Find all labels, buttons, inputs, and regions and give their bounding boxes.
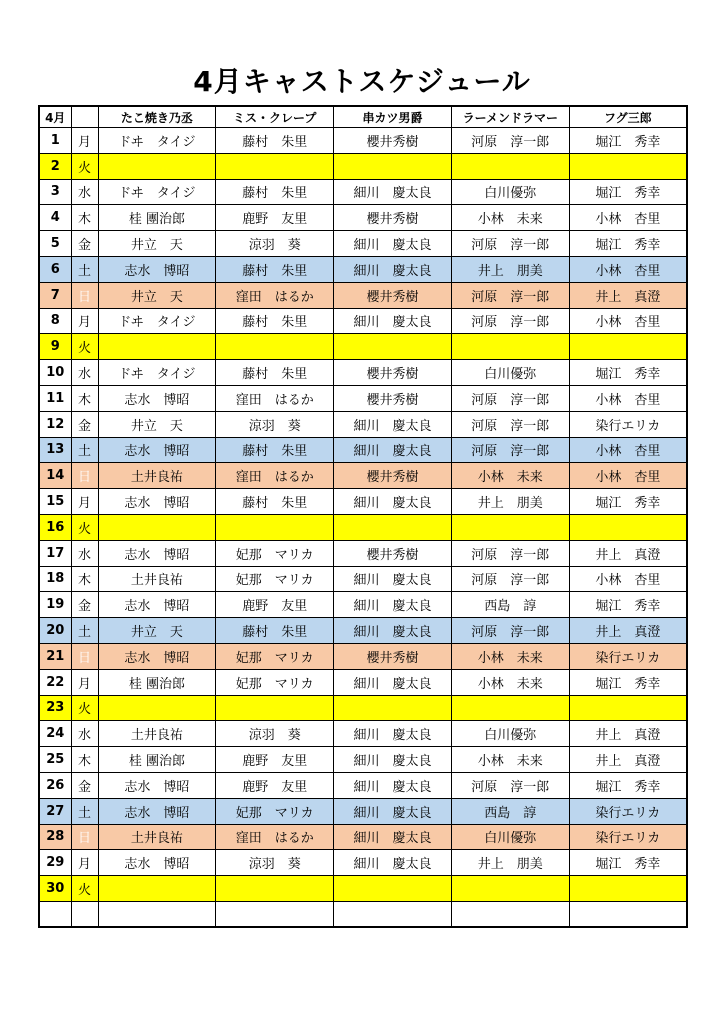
day-cell: 12	[39, 411, 71, 437]
weekday-cell: 水	[71, 360, 98, 386]
cast-cell: 桂 團治郎	[98, 205, 216, 231]
header-cast-4: ラーメンドラマー	[451, 106, 569, 128]
weekday-cell: 月	[71, 489, 98, 515]
table-row	[39, 308, 687, 334]
cast-cell: 小林 未来	[451, 643, 569, 669]
cast-cell: 細川 慶太良	[334, 618, 452, 644]
cast-cell: 小林 未来	[451, 747, 569, 773]
weekday-cell: 日	[71, 824, 98, 850]
table-row	[39, 824, 687, 850]
day-cell: 30	[39, 876, 71, 902]
day-cell: 9	[39, 334, 71, 360]
cast-cell: 藤村 朱里	[216, 179, 334, 205]
table-row	[39, 514, 687, 540]
cast-cell: 土井良祐	[98, 721, 216, 747]
cast-cell: 桂 團治郎	[98, 747, 216, 773]
cast-cell	[334, 334, 452, 360]
cast-cell: 櫻井秀樹	[334, 463, 452, 489]
cast-cell: 井立 天	[98, 411, 216, 437]
table-row	[39, 489, 687, 515]
cast-cell	[451, 153, 569, 179]
cast-cell: 堀江 秀幸	[569, 360, 687, 386]
cast-cell: 堀江 秀幸	[569, 179, 687, 205]
header-row	[39, 106, 687, 128]
day-cell: 27	[39, 798, 71, 824]
table-row	[39, 231, 687, 257]
cast-cell: 志水 博昭	[98, 385, 216, 411]
cast-cell: 堀江 秀幸	[569, 669, 687, 695]
cast-cell: 志水 博昭	[98, 643, 216, 669]
day-cell: 26	[39, 772, 71, 798]
cast-cell: 染行エリカ	[569, 643, 687, 669]
cast-cell: 藤村 朱里	[216, 256, 334, 282]
cast-cell: 櫻井秀樹	[334, 540, 452, 566]
cast-cell: 志水 博昭	[98, 592, 216, 618]
weekday-cell: 月	[71, 850, 98, 876]
weekday-cell: 火	[71, 876, 98, 902]
cast-cell: 鹿野 友里	[216, 592, 334, 618]
cast-cell: 藤村 朱里	[216, 489, 334, 515]
day-cell: 29	[39, 850, 71, 876]
cast-cell: 藤村 朱里	[216, 360, 334, 386]
table-row	[39, 385, 687, 411]
cast-cell: 河原 淳一郎	[451, 128, 569, 154]
weekday-cell: 月	[71, 308, 98, 334]
cast-cell: 細川 慶太良	[334, 231, 452, 257]
cast-cell: 堀江 秀幸	[569, 231, 687, 257]
cast-cell	[216, 876, 334, 902]
weekday-cell: 日	[71, 282, 98, 308]
cast-cell: 妃那 マリカ	[216, 566, 334, 592]
day-cell: 6	[39, 256, 71, 282]
cast-cell: 志水 博昭	[98, 772, 216, 798]
cast-cell: 小林 未来	[451, 463, 569, 489]
cast-cell	[451, 695, 569, 721]
cast-cell: 井立 天	[98, 231, 216, 257]
table-row	[39, 566, 687, 592]
weekday-cell: 木	[71, 566, 98, 592]
cast-cell: 細川 慶太良	[334, 566, 452, 592]
cast-cell: 井上 真澄	[569, 747, 687, 773]
table-row	[39, 153, 687, 179]
cast-cell: 窪田 はるか	[216, 824, 334, 850]
table-row	[39, 876, 687, 902]
cast-cell: 小林 杏里	[569, 566, 687, 592]
cast-cell: 涼羽 葵	[216, 231, 334, 257]
table-row	[39, 411, 687, 437]
cast-cell: 藤村 朱里	[216, 128, 334, 154]
cast-cell	[451, 901, 569, 927]
day-cell: 23	[39, 695, 71, 721]
cast-cell: 志水 博昭	[98, 489, 216, 515]
cast-cell	[334, 695, 452, 721]
weekday-cell: 金	[71, 231, 98, 257]
cast-cell: 涼羽 葵	[216, 850, 334, 876]
day-cell: 14	[39, 463, 71, 489]
cast-cell: 櫻井秀樹	[334, 205, 452, 231]
schedule-body	[39, 128, 687, 927]
cast-cell: 涼羽 葵	[216, 721, 334, 747]
schedule-table	[38, 105, 688, 928]
cast-cell: 堀江 秀幸	[569, 772, 687, 798]
cast-cell	[216, 901, 334, 927]
table-row	[39, 747, 687, 773]
cast-cell: 細川 慶太良	[334, 721, 452, 747]
header-month: 4月	[39, 106, 71, 128]
cast-cell: 河原 淳一郎	[451, 308, 569, 334]
table-row	[39, 179, 687, 205]
cast-cell: 染行エリカ	[569, 824, 687, 850]
weekday-cell: 金	[71, 411, 98, 437]
day-cell: 25	[39, 747, 71, 773]
header-cast-5: フグ三郎	[569, 106, 687, 128]
cast-cell	[451, 514, 569, 540]
cast-cell: ドヰ タイジ	[98, 128, 216, 154]
weekday-cell: 火	[71, 334, 98, 360]
cast-cell	[216, 153, 334, 179]
cast-cell: 土井良祐	[98, 566, 216, 592]
weekday-cell: 土	[71, 256, 98, 282]
weekday-cell: 水	[71, 540, 98, 566]
cast-cell: 井上 朋美	[451, 256, 569, 282]
weekday-cell: 火	[71, 153, 98, 179]
cast-cell: 細川 慶太良	[334, 798, 452, 824]
cast-cell: 鹿野 友里	[216, 205, 334, 231]
header-cast-3: 串カツ男爵	[334, 106, 452, 128]
table-row	[39, 282, 687, 308]
cast-cell: 河原 淳一郎	[451, 618, 569, 644]
cast-cell	[98, 695, 216, 721]
cast-cell: 細川 慶太良	[334, 411, 452, 437]
cast-cell: 櫻井秀樹	[334, 128, 452, 154]
day-cell: 7	[39, 282, 71, 308]
cast-cell: ドヰ タイジ	[98, 308, 216, 334]
cast-cell: 櫻井秀樹	[334, 385, 452, 411]
weekday-cell: 水	[71, 179, 98, 205]
day-cell: 8	[39, 308, 71, 334]
cast-cell	[334, 153, 452, 179]
cast-cell	[451, 334, 569, 360]
cast-cell: 小林 杏里	[569, 205, 687, 231]
table-row	[39, 850, 687, 876]
day-cell: 17	[39, 540, 71, 566]
header-cast-2: ミス・クレープ	[216, 106, 334, 128]
cast-cell: 西島 諄	[451, 798, 569, 824]
table-row	[39, 540, 687, 566]
cast-cell: 志水 博昭	[98, 437, 216, 463]
cast-cell: 細川 慶太良	[334, 850, 452, 876]
day-cell: 28	[39, 824, 71, 850]
cast-cell	[216, 695, 334, 721]
cast-cell: 井上 朋美	[451, 850, 569, 876]
cast-cell	[569, 514, 687, 540]
weekday-cell: 火	[71, 695, 98, 721]
cast-cell	[334, 901, 452, 927]
cast-cell: 井上 真澄	[569, 282, 687, 308]
day-cell: 3	[39, 179, 71, 205]
weekday-cell: 月	[71, 128, 98, 154]
cast-cell: 堀江 秀幸	[569, 592, 687, 618]
cast-cell: 小林 杏里	[569, 308, 687, 334]
cast-cell: 白川優弥	[451, 721, 569, 747]
cast-cell	[334, 514, 452, 540]
weekday-cell: 日	[71, 463, 98, 489]
cast-cell: 白川優弥	[451, 824, 569, 850]
weekday-cell: 木	[71, 747, 98, 773]
table-row	[39, 463, 687, 489]
cast-cell: 小林 未来	[451, 205, 569, 231]
cast-cell: ドヰ タイジ	[98, 179, 216, 205]
weekday-cell: 水	[71, 721, 98, 747]
cast-cell: 河原 淳一郎	[451, 566, 569, 592]
cast-cell	[98, 334, 216, 360]
day-cell	[39, 901, 71, 927]
cast-cell: 小林 杏里	[569, 437, 687, 463]
day-cell: 16	[39, 514, 71, 540]
weekday-cell: 金	[71, 592, 98, 618]
cast-cell	[451, 876, 569, 902]
weekday-cell: 金	[71, 772, 98, 798]
cast-cell: 志水 博昭	[98, 850, 216, 876]
cast-cell	[98, 153, 216, 179]
weekday-cell: 火	[71, 514, 98, 540]
cast-cell: 妃那 マリカ	[216, 643, 334, 669]
cast-cell: 河原 淳一郎	[451, 385, 569, 411]
cast-cell: 井上 真澄	[569, 540, 687, 566]
cast-cell: 桂 團治郎	[98, 669, 216, 695]
cast-cell	[98, 876, 216, 902]
cast-cell: 土井良祐	[98, 824, 216, 850]
cast-cell: 窪田 はるか	[216, 385, 334, 411]
cast-cell: 井立 天	[98, 618, 216, 644]
day-cell: 21	[39, 643, 71, 669]
cast-cell: 細川 慶太良	[334, 308, 452, 334]
cast-cell: ドヰ タイジ	[98, 360, 216, 386]
weekday-cell: 木	[71, 385, 98, 411]
day-cell: 24	[39, 721, 71, 747]
table-row	[39, 618, 687, 644]
cast-cell: 堀江 秀幸	[569, 850, 687, 876]
cast-cell	[569, 334, 687, 360]
page-title: 4月キャストスケジュール	[193, 65, 531, 98]
header-cast-1: たこ焼き乃丞	[98, 106, 216, 128]
header-weekday	[71, 106, 98, 128]
day-cell: 11	[39, 385, 71, 411]
cast-cell: 窪田 はるか	[216, 282, 334, 308]
cast-cell: 志水 博昭	[98, 540, 216, 566]
cast-cell: 細川 慶太良	[334, 772, 452, 798]
table-row	[39, 798, 687, 824]
weekday-cell: 土	[71, 618, 98, 644]
cast-cell: 藤村 朱里	[216, 618, 334, 644]
cast-cell: 細川 慶太良	[334, 179, 452, 205]
table-row	[39, 334, 687, 360]
cast-cell: 細川 慶太良	[334, 669, 452, 695]
cast-cell: 井上 真澄	[569, 721, 687, 747]
table-row	[39, 695, 687, 721]
weekday-cell: 木	[71, 205, 98, 231]
cast-cell: 河原 淳一郎	[451, 231, 569, 257]
cast-cell: 堀江 秀幸	[569, 128, 687, 154]
cast-cell: 河原 淳一郎	[451, 772, 569, 798]
weekday-cell: 土	[71, 798, 98, 824]
cast-cell	[569, 153, 687, 179]
day-cell: 5	[39, 231, 71, 257]
cast-cell	[569, 695, 687, 721]
weekday-cell	[71, 901, 98, 927]
cast-cell: 河原 淳一郎	[451, 540, 569, 566]
table-row	[39, 669, 687, 695]
cast-cell	[216, 334, 334, 360]
table-row	[39, 643, 687, 669]
cast-cell: 細川 慶太良	[334, 437, 452, 463]
cast-cell: 妃那 マリカ	[216, 540, 334, 566]
day-cell: 10	[39, 360, 71, 386]
cast-cell: 染行エリカ	[569, 798, 687, 824]
cast-cell: 細川 慶太良	[334, 824, 452, 850]
table-row	[39, 437, 687, 463]
cast-cell: 河原 淳一郎	[451, 282, 569, 308]
day-cell: 22	[39, 669, 71, 695]
table-row	[39, 205, 687, 231]
cast-cell: 井立 天	[98, 282, 216, 308]
cast-cell: 土井良祐	[98, 463, 216, 489]
cast-cell: 井上 朋美	[451, 489, 569, 515]
cast-cell: 小林 杏里	[569, 463, 687, 489]
table-row	[39, 772, 687, 798]
cast-cell: 堀江 秀幸	[569, 489, 687, 515]
day-cell: 18	[39, 566, 71, 592]
cast-cell: 窪田 はるか	[216, 463, 334, 489]
cast-cell	[334, 876, 452, 902]
cast-cell: 櫻井秀樹	[334, 360, 452, 386]
cast-cell: 妃那 マリカ	[216, 669, 334, 695]
cast-cell: 染行エリカ	[569, 411, 687, 437]
cast-cell: 妃那 マリカ	[216, 798, 334, 824]
cast-cell: 志水 博昭	[98, 798, 216, 824]
day-cell: 20	[39, 618, 71, 644]
table-row	[39, 360, 687, 386]
cast-cell: 鹿野 友里	[216, 772, 334, 798]
cast-cell	[569, 901, 687, 927]
cast-cell	[98, 514, 216, 540]
weekday-cell: 土	[71, 437, 98, 463]
cast-cell: 細川 慶太良	[334, 592, 452, 618]
table-row	[39, 128, 687, 154]
cast-cell: 西島 諄	[451, 592, 569, 618]
cast-cell: 井上 真澄	[569, 618, 687, 644]
cast-cell: 河原 淳一郎	[451, 437, 569, 463]
table-row	[39, 721, 687, 747]
cast-cell: 白川優弥	[451, 360, 569, 386]
cast-cell	[569, 876, 687, 902]
cast-cell	[216, 514, 334, 540]
table-row	[39, 901, 687, 927]
cast-cell: 小林 未来	[451, 669, 569, 695]
cast-cell: 細川 慶太良	[334, 256, 452, 282]
cast-cell: 白川優弥	[451, 179, 569, 205]
cast-cell: 鹿野 友里	[216, 747, 334, 773]
cast-cell: 櫻井秀樹	[334, 282, 452, 308]
cast-cell: 藤村 朱里	[216, 308, 334, 334]
cast-cell: 藤村 朱里	[216, 437, 334, 463]
day-cell: 4	[39, 205, 71, 231]
cast-cell: 櫻井秀樹	[334, 643, 452, 669]
cast-cell: 小林 杏里	[569, 385, 687, 411]
cast-cell: 小林 杏里	[569, 256, 687, 282]
cast-cell: 志水 博昭	[98, 256, 216, 282]
day-cell: 13	[39, 437, 71, 463]
table-row	[39, 592, 687, 618]
cast-cell: 細川 慶太良	[334, 747, 452, 773]
day-cell: 2	[39, 153, 71, 179]
day-cell: 15	[39, 489, 71, 515]
cast-cell: 細川 慶太良	[334, 489, 452, 515]
table-row	[39, 256, 687, 282]
cast-cell	[98, 901, 216, 927]
weekday-cell: 月	[71, 669, 98, 695]
day-cell: 19	[39, 592, 71, 618]
weekday-cell: 日	[71, 643, 98, 669]
cast-cell: 河原 淳一郎	[451, 411, 569, 437]
day-cell: 1	[39, 128, 71, 154]
cast-cell: 涼羽 葵	[216, 411, 334, 437]
